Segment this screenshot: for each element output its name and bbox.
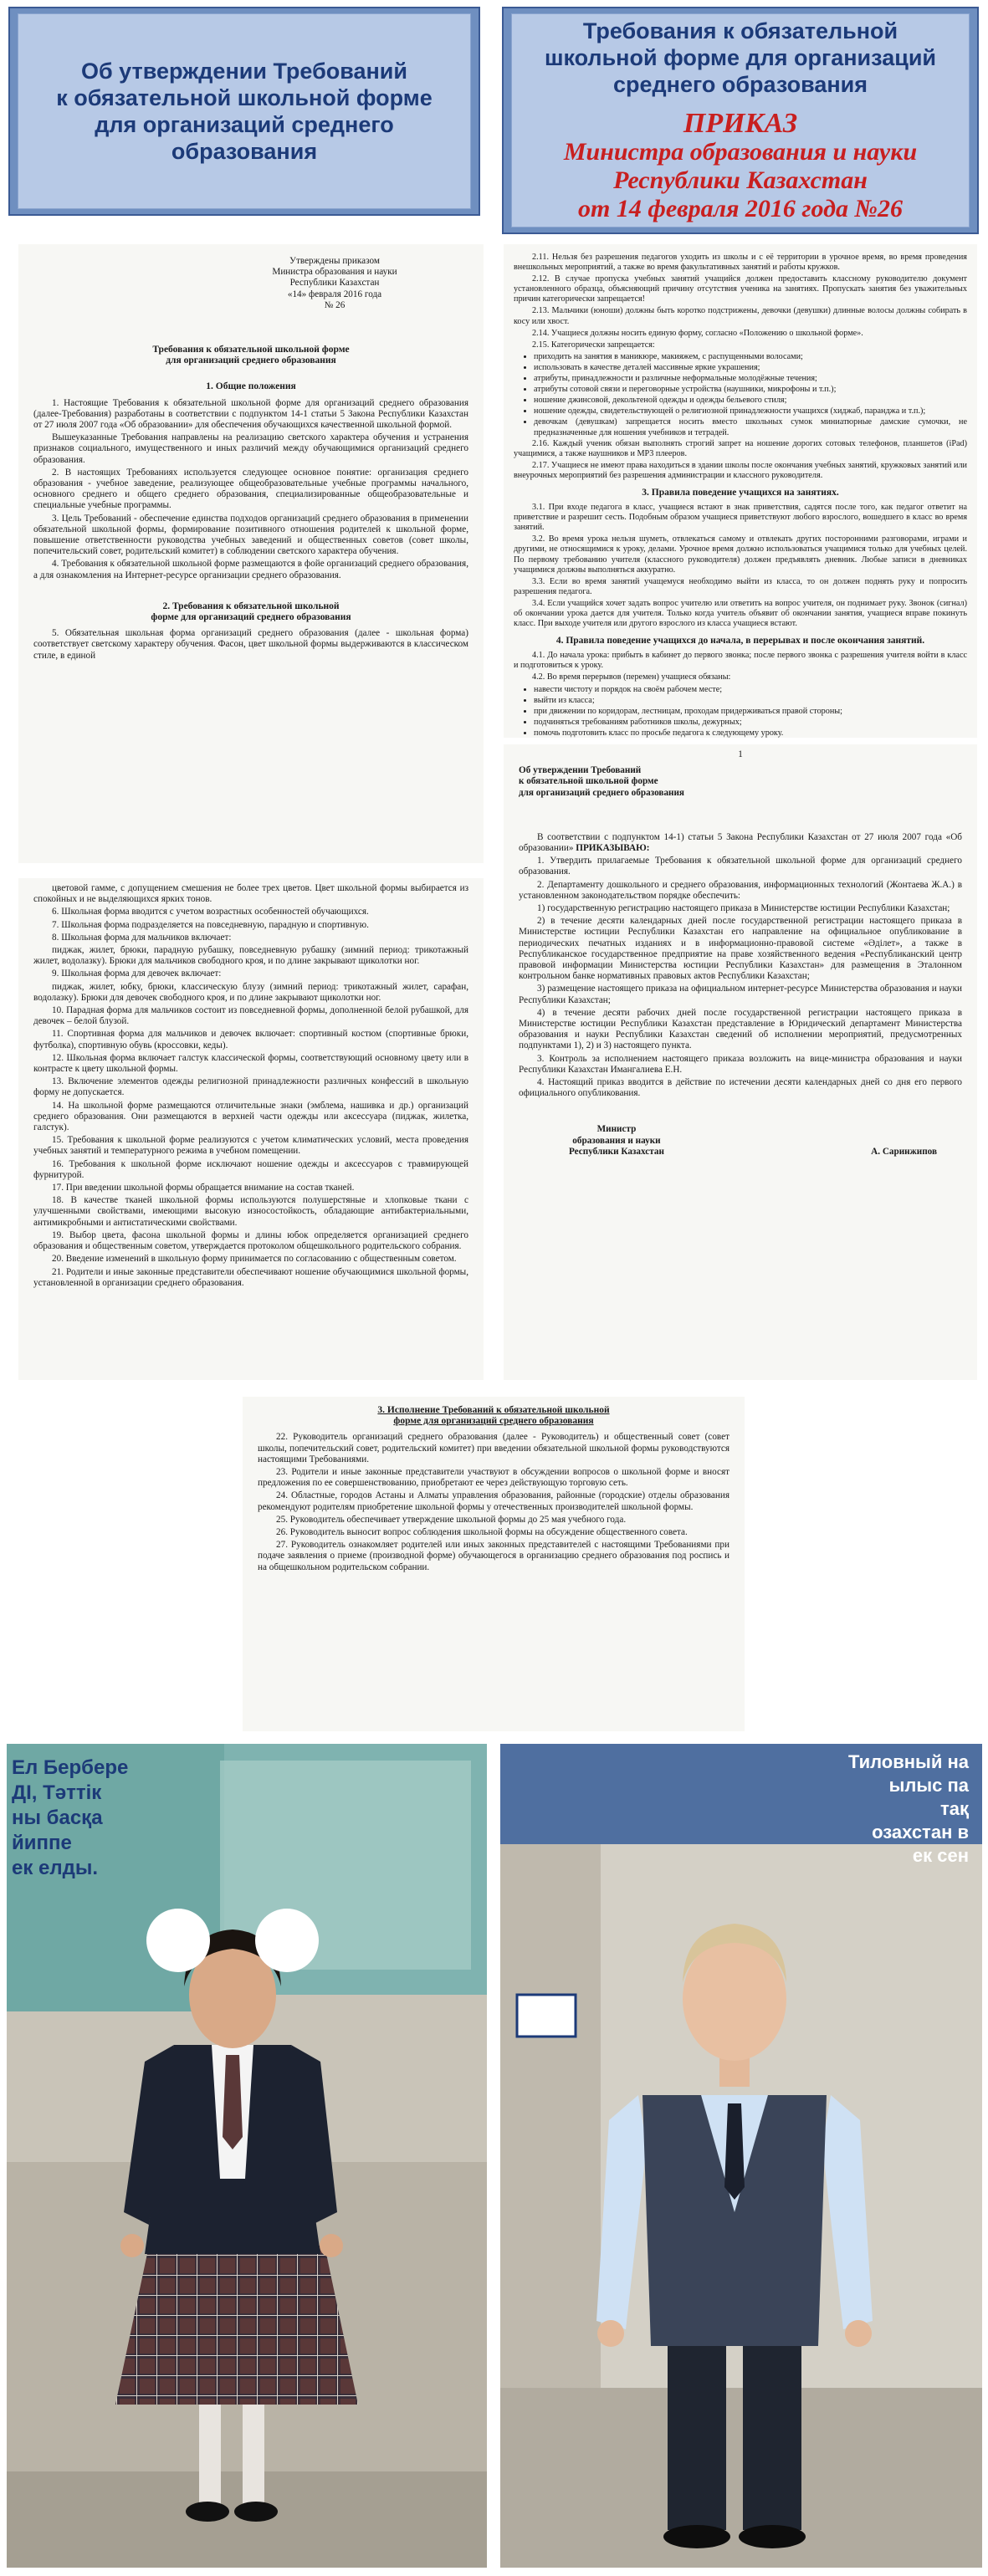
rule-item: 3.2. Во время урока нельзя шуметь, отвлекаться самому и отвлекать других посторонними разговорами, играми и другими, не относящимися к уроку, делами. Урочное время должно использоваться учащимися только для учебных целей. По первому требованию учителя (классного руководителя) должен предъявлять дневник. Любые записи в дневниках учащимися должны выполняться аккуратно. — [514, 534, 967, 575]
order-body — [519, 832, 962, 1100]
poster-line: йиппе — [12, 1832, 72, 1854]
poster-line: ДІ, Тәттік — [12, 1781, 102, 1804]
section3-body — [258, 1432, 729, 1572]
rule-item: 3.3. Если во время занятий учащемуся необходимо выйти из класса, то он должен поднять руку и попросить разрешения педагога. — [514, 576, 967, 596]
rule-item: 4.1. До начала урока: прибыть в кабинет до первого звонка; после первого звонка с разрешения учителя войти в класс и подготовиться к уроку. — [514, 651, 967, 671]
paragraph: 22. Руководитель организаций среднего образования (далее - Руководитель) и общественный совет (совет школы, попечительский совет, родительский комитет) при введении обязательной школьной формы руководствуются настоящими Требованиями. — [258, 1432, 729, 1464]
order-heading-line: Республики Казахстан — [613, 166, 868, 194]
sign-line: ек сен — [912, 1845, 969, 1866]
signature-name: А. Саринжипов — [871, 1146, 937, 1157]
paragraph: пиджак, жилет, юбку, брюки, классическую блузу (зимний период: трикотажный жилет, сарафан, водолазку). Брюки для девочек свободного кроя, и по длине закрывают щиколотки ног. — [33, 981, 468, 1003]
approval-line: Утверждены приказом — [289, 256, 380, 266]
title-line: к обязательной школьной форме — [519, 776, 658, 787]
sign-line: Тиловный на — [847, 1751, 969, 1772]
banner-title-line: к обязательной школьной форме — [56, 85, 433, 110]
school-rules-page — [504, 244, 977, 738]
sign-line: озахстан в — [872, 1822, 969, 1843]
section2-title — [33, 601, 468, 623]
banner-title-line: образования — [171, 139, 318, 164]
rule-item: 3.4. Если учащийся хочет задать вопрос учителю или ответить на вопрос учителя, он поднимает руку. Звонок (сигнал) об окончании урока дается для учителя. Только когда учитель объявит об окончании занятия, учащиеся вправе покинуть класс. При выходе учителя или другого взрослого из класса учащиеся встают. — [514, 598, 967, 629]
paragraph: 25. Руководитель обеспечивает утверждение школьной формы до 25 мая учебного года. — [276, 1514, 627, 1525]
list-item: • девочкам (девушкам) запрещается носить вместо школьных сумок миниатюрные дамские сумочки, не предназначенные для ношения учебников и тетрадей. — [534, 417, 967, 437]
paragraph: 10. Парадная форма для мальчиков состоит из повседневной формы, дополненной белой рубашкой, для девочек – белой блузой. — [33, 1005, 468, 1027]
requirements-page-2 — [18, 878, 484, 1380]
requirements-page-1 — [18, 244, 484, 863]
rules-section3-title: 3. Правила поведение учащихся на занятиях. — [642, 487, 839, 498]
rule-item: 4.2. Во время перерывов (перемен) учащиеся обязаны: — [532, 672, 731, 682]
rule-item: 2.12. В случае пропуска учебных занятий учащийся должен предоставить классному руководителю документ установленного образца, объясняющий причину отсутствия ученика на занятиях. Пропускать занятия без уважительных причин категорически запрещается! — [514, 274, 967, 304]
section2-body — [33, 628, 468, 662]
prohibited-list — [514, 352, 967, 438]
paragraph: Вышеуказанные Требования направлены на реализацию светского характера обучения и устранения признаков социального, имущественного и иных различий между обучающимися организаций среднего образования. — [33, 432, 468, 465]
banner-title-line: Об утверждении Требований — [81, 59, 407, 84]
break-duties-list — [514, 685, 967, 739]
wall-sign-text — [726, 1751, 969, 1868]
paragraph: 18. В качестве тканей школьной формы используются полушерстяные и хлопковые ткани с улучшенными свойствами, имеющими высокую износостойкость, обладающие антибактериальными, антимикробными и антистатическими свойствами. — [33, 1195, 468, 1228]
section1-title: 1. Общие положения — [206, 381, 296, 392]
banner-right — [502, 7, 979, 234]
poster-line: ек елды. — [12, 1857, 99, 1879]
requirements-page-3 — [243, 1397, 745, 1731]
order-page — [504, 744, 977, 1380]
paragraph: 6. Школьная форма вводится с учетом возрастных особенностей обучающихся. — [52, 907, 369, 917]
wall-poster-text — [12, 1756, 212, 1881]
paragraph: 3. Цель Требований - обеспечение единства подходов организаций среднего образования в применении обязательной школьной формы, формирование позитивного отношения родителей к школьной форме, повышение ответственности руководства учебных заведений и общественных советов (совет школы, попечительский совет, родительский комитет) в соблюдении светского характера обучения. — [33, 513, 468, 557]
sign-line: ылыс па — [888, 1775, 969, 1796]
order-intro — [519, 832, 962, 854]
school-rules-body — [514, 253, 967, 739]
list-item: • навести чистоту и порядок на своём рабочем месте; — [534, 685, 967, 695]
paragraph: 5. Обязательная школьная форма организаций среднего образования (далее - школьная форма) соответствует светскому характеру обучения. Фасон, цвет школьной формы выдерживаются в классическом стиле, в единой — [33, 628, 468, 661]
paragraph: 21. Родители и иные законные представители обеспечивают ношение обучающимися школьной формы, установленной в организации среднего образования. — [33, 1266, 468, 1288]
list-item: • при движении по коридорам, лестницам, проходам придерживаться правой стороны; — [534, 707, 967, 717]
list-item: • приходить на занятия в маникюре, макияжем, с распущенными волосами; — [534, 352, 967, 362]
order-intro-text: В соответствии с подпунктом 14-1) статьи 5 Закона Республики Казахстан от 27 июля 2007 года «Об образовании» — [519, 831, 962, 854]
poster-line: Ел Бербере — [12, 1756, 129, 1779]
requirements-title — [33, 345, 468, 366]
order-heading-line: Министра образования и науки — [563, 138, 918, 166]
photo-girl-uniform — [7, 1744, 487, 2568]
title-line: для организаций среднего образования — [166, 355, 336, 366]
paragraph: 20. Введение изменений в школьную форму принимается по согласованию с общественным советом. — [52, 1254, 457, 1265]
signature-line: Республики Казахстан — [569, 1146, 664, 1157]
rule-item: 2.11. Нельзя без разрешения педагогов уходить из школы и с её территории в урочное время, во время проведения внешкольных мероприятий, а также во время факультативных занятий и работы кружков. — [514, 253, 967, 273]
signature-block — [519, 1124, 962, 1158]
order-heading-line: от 14 февраля 2016 года №26 — [578, 195, 903, 222]
title-line: Об утверждении Требований — [519, 765, 642, 776]
rule-item: 2.13. Мальчики (юноши) должны быть коротко подстрижены, девочки (девушки) длинные волосы должны собирать в косу или хвост. — [514, 306, 967, 326]
list-item: • выйти из класса; — [534, 696, 967, 706]
list-item: • подчиняться требованиям работников школы, дежурных; — [534, 718, 967, 728]
requirements-continued — [33, 883, 468, 1289]
title-line: форме для организаций среднего образования — [151, 612, 351, 623]
photo-boy-uniform — [500, 1744, 982, 2568]
paragraph: 2) в течение десяти календарных дней после государственной регистрации настоящего приказа в Министерстве юстиции Республики Казахстан его направление на официальное опубликование в периодических печатных изданиях и в информационно-правовой системе «Әділет», а также в Республиканское государственное предприятие на праве хозяйственного ведения «Республиканский центр правовой информации Министерства юстиции Республики Казахстан» для размещения в Эталонном контрольном банке нормативных правовых актов Республики Казахстан; — [519, 916, 962, 982]
list-item: • помочь подготовить класс по просьбе педагога к следующему уроку. — [534, 728, 967, 739]
paragraph: 1. Утвердить прилагаемые Требования к обязательной школьной форме для организаций среднего образования. — [519, 856, 962, 877]
signature-position — [569, 1124, 664, 1158]
banner-title-line: среднего образования — [612, 72, 868, 97]
order-title — [519, 765, 962, 799]
banner-left — [8, 7, 480, 216]
paragraph: цветовой гамме, с допущением смешения не более трех цветов. Цвет школьной формы выбирается из спокойных и не выделяющихся ярких тонов. — [33, 883, 468, 905]
paragraph: 4. Требования к обязательной школьной форме размещаются в фойе организаций среднего образования, а для ознакомления на Интернет-ресурсе организации среднего образования. — [33, 559, 468, 580]
list-item: • атрибуты, принадлежности и различные неформальные молодёжные течения; — [534, 374, 967, 384]
paragraph: 2. В настоящих Требованиях используется следующее основное понятие: организация среднего образования - учебное заведение, реализующее общеобразовательные учебные программы начального, основного среднего и общего среднего образования, специализированные общеобразовательные и специальные учебные программы. — [33, 467, 468, 511]
rule-item: 2.14. Учащиеся должны носить единую форму, согласно «Положению о школьной форме». — [532, 328, 863, 338]
poster-line: ны басқа — [12, 1807, 103, 1829]
paragraph: 7. Школьная форма подразделяется на повседневную, парадную и спортивную. — [52, 919, 369, 930]
paragraph: 13. Включение элементов одежды религиозной принадлежности различных конфессий в школьную форму не допускается. — [33, 1076, 468, 1098]
rule-item: 3.1. При входе педагога в класс, учащиеся встают в знак приветствия, садятся после того, как педагог ответит на приветствие и разрешит сесть. Подобным образом учащиеся приветствуют любого взрослого, вошедшего в класс во время занятий. — [514, 503, 967, 533]
title-line: форме для организаций среднего образования — [393, 1416, 594, 1427]
approval-line: Министра образования и науки — [272, 267, 397, 278]
paragraph: 8. Школьная форма для мальчиков включает: — [52, 932, 232, 943]
banner-title-line: для организаций среднего — [95, 112, 394, 137]
banner-title-line: Требования к обязательной — [582, 18, 898, 43]
paragraph: 12. Школьная форма включает галстук классической формы, соответствующий основному цвету или в контрасте к цвету школьной формы. — [33, 1052, 468, 1075]
order-heading-line: ПРИКАЗ — [683, 108, 798, 139]
rule-item: 2.15. Категорически запрещается: — [532, 340, 655, 350]
list-item: • использовать в качестве деталей массивные яркие украшения; — [534, 363, 967, 373]
sign-line: тақ — [939, 1798, 969, 1819]
order-command: ПРИКАЗЫВАЮ: — [576, 843, 650, 854]
paragraph: 1. Настоящие Требования к обязательной школьной форме для организаций среднего образования (далее-Требования) разработаны в соответствии с подпунктом 14-1 статьи 5 Закона Республики Казахстан от 27 июля 2007 года «Об образовании» для обеспечения обучающихся качественной школьной формой. — [33, 397, 468, 431]
title-line: 2. Требования к обязательной школьной — [162, 601, 340, 611]
rule-item: 2.17. Учащиеся не имеют права находиться в здании школы после окончания учебных занятий, кружковых занятий или внеурочных мероприятий без разрешения администрации и классного руководителя. — [514, 460, 967, 480]
rules-section4-title: 4. Правила поведение учащихся до начала, в перерывах и после окончания занятий. — [555, 636, 925, 647]
paragraph: 11. Спортивная форма для мальчиков и девочек включает: спортивный костюм (спортивные брюки, футболка), спортивную обувь (кроссовки, кеды). — [33, 1029, 468, 1050]
paragraph: 14. На школьной форме размещаются отличительные знаки (эмблема, нашивка и др.) организаций среднего образования. Они размещаются в верхней части одежды или аксессуара (пиджак, жилетка, галстук). — [33, 1100, 468, 1133]
signature-line: образования и науки — [572, 1135, 661, 1146]
paragraph: 9. Школьная форма для девочек включает: — [52, 969, 222, 979]
title-line: Требования к обязательной школьной форме — [152, 345, 350, 355]
list-item: • ношение одежды, свидетельствующей о религиозной принадлежности учащихся (хиджаб, паранджа и т.п.); — [534, 406, 967, 417]
paragraph: 2. Департаменту дошкольного и среднего образования, информационных технологий (Жонтаева Ж.А.) в установленном законодательством порядке обеспечить: — [519, 879, 962, 901]
title-line: 3. Исполнение Требований к обязательной школьной — [377, 1405, 610, 1415]
paragraph: 17. При введении школьной формы обращается внимание на состав тканей. — [52, 1183, 355, 1193]
paragraph: 1) государственную регистрацию настоящего приказа в Министерстве юстиции Республики Казахстан; — [537, 903, 950, 914]
approval-block — [201, 256, 468, 311]
approval-line: Республики Казахстан — [289, 278, 380, 289]
paragraph: 4) в течение десяти рабочих дней после государственной регистрации настоящего приказа в Министерстве юстиции Республики Казахстан представление в Юридический департамент Министерства образования и науки Республики Казахстан сведений об исполнении мероприятий, предусмотренных подпунктами 1), 2) и 3) настоящего пункта. — [519, 1007, 962, 1051]
paragraph: пиджак, жилет, брюки, парадную рубашку, повседневную рубашку (зимний период: трикотажный жилет, водолазку). Брюки для мальчиков свободного кроя, и по длине закрывают щиколотки ног. — [33, 945, 468, 967]
page-number: 1 — [738, 749, 743, 759]
rule-item: 2.16. Каждый ученик обязан выполнять строгий запрет на ношение дорогих сотовых телефонов, планшетов (iPad) учащимися, а также наушников и MP3 плееров. — [514, 438, 967, 458]
section1-body — [33, 398, 468, 581]
section3-title — [258, 1405, 729, 1427]
approval-line: «14» февраля 2016 года — [287, 289, 382, 299]
signature-line: Министр — [596, 1124, 637, 1135]
list-item: • атрибуты сотовой связи и переговорные устройства (наушники, микрофоны и т.п.); — [534, 385, 967, 395]
paragraph: 26. Руководитель выносит вопрос соблюдения школьной формы на обсуждение общественного совета. — [276, 1527, 688, 1538]
paragraph: 27. Руководитель ознакомляет родителей или иных законных представителей с настоящими Требованиями при подаче заявления о приеме (производной форме) обучающегося в организацию среднего образования под роспись и на общешкольном родительском собрании. — [258, 1540, 729, 1572]
paragraph: 16. Требования к школьной форме исключают ношение одежды и аксессуаров с травмирующей фурнитурой. — [33, 1158, 468, 1180]
list-item: • ношение джинсовой, декольтеной одежды и одежды бельевого стиля; — [534, 396, 967, 406]
banner-title-line: школьной форме для организаций — [544, 45, 937, 70]
paragraph: 4. Настоящий приказ вводится в действие по истечении десяти календарных дней со дня его первого официального опубликования. — [519, 1077, 962, 1099]
paragraph: 3. Контроль за исполнением настоящего приказа возложить на вице-министра образования и науки Республики Казахстан Имангалиева Е.Н. — [519, 1053, 962, 1075]
paragraph: 3) размещение настоящего приказа на официальном интернет-ресурсе Министерства образования и науки Республики Казахстан; — [519, 984, 962, 1005]
paragraph: 24. Областные, городов Астаны и Алматы управления образования, районные (городские) отделы образования рекомендуют родителям приобретение школьной формы у отечественных производителей школьной формы. — [258, 1490, 729, 1512]
paragraph: 23. Родители и иные законные представители участвуют в обсуждении вопросов о школьной форме и вносят предложения по ее совершенствованию, приобретают ее через действующую торговую сеть. — [258, 1467, 729, 1489]
title-line: для организаций среднего образования — [519, 787, 684, 798]
approval-line: № 26 — [324, 299, 346, 310]
paragraph: 15. Требования к школьной форме реализуются с учетом климатических условий, места проведения учебных занятий и температурного режима в учебном помещении. — [33, 1135, 468, 1157]
paragraph: 19. Выбор цвета, фасона школьной формы и длины юбок определяется организацией среднего образования и общественным советом, утверждается протоколом общешкольного родительского собрания. — [33, 1229, 468, 1252]
